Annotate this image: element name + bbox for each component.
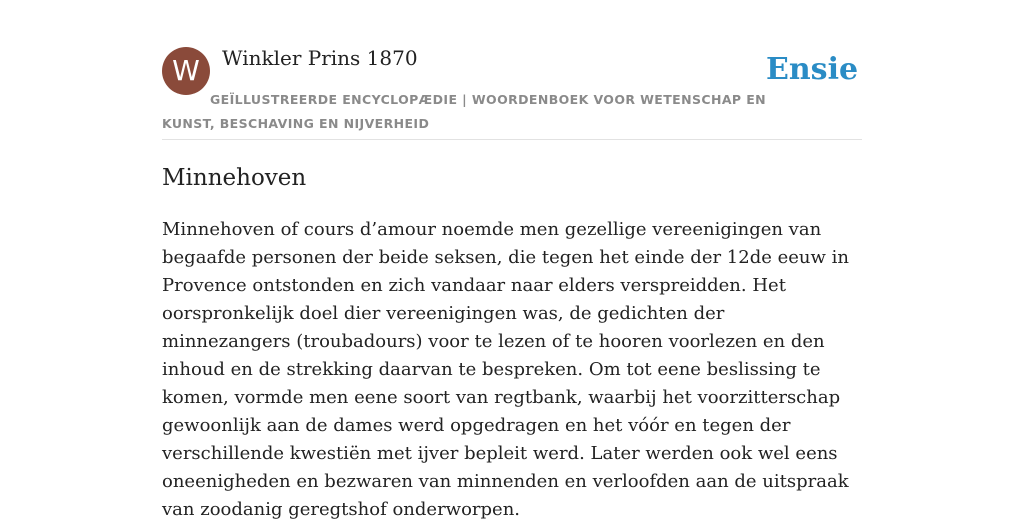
source-avatar[interactable]: W [162, 47, 210, 95]
article-headword: Minnehoven [162, 165, 307, 191]
header-divider [162, 139, 862, 140]
ensie-logo-link[interactable]: Ensie [766, 52, 859, 87]
source-subtitle: GEÏLLUSTREERDE ENCYCLOPÆDIE | WOORDENBOEK VOOR WETENSCHAP EN KUNST, BESCHAVING EN NIJVERHEID [162, 92, 767, 131]
article-body: Minnehoven of cours d’amour noemde men gezellige vereenigingen van begaafde personen der beide seksen, die tegen het einde der 12de eeuw in Provence ontstonden en zich vandaar naar elders verspreidden. Het oorspronkelijk doel dier vereenigingen was, de gedichten der minnezangers (troubadours) voor te lezen of te hooren voorlezen en den inhoud en de strekking daarvan te bespreken. Om tot eene beslissing te komen, vormde men eene soort van regtbank, waarbij het voorzitterschap gewoonlijk aan de dames werd opgedragen en het vóór en tegen der verschillende kwestiën met ijver bepleit werd. Later werden ook wel eens oneenigheden en bezwaren van minnenden en verloofden aan de uitspraak van zoodanig geregtshof onderworpen. [162, 219, 849, 520]
source-title[interactable]: Winkler Prins 1870 [222, 46, 418, 70]
